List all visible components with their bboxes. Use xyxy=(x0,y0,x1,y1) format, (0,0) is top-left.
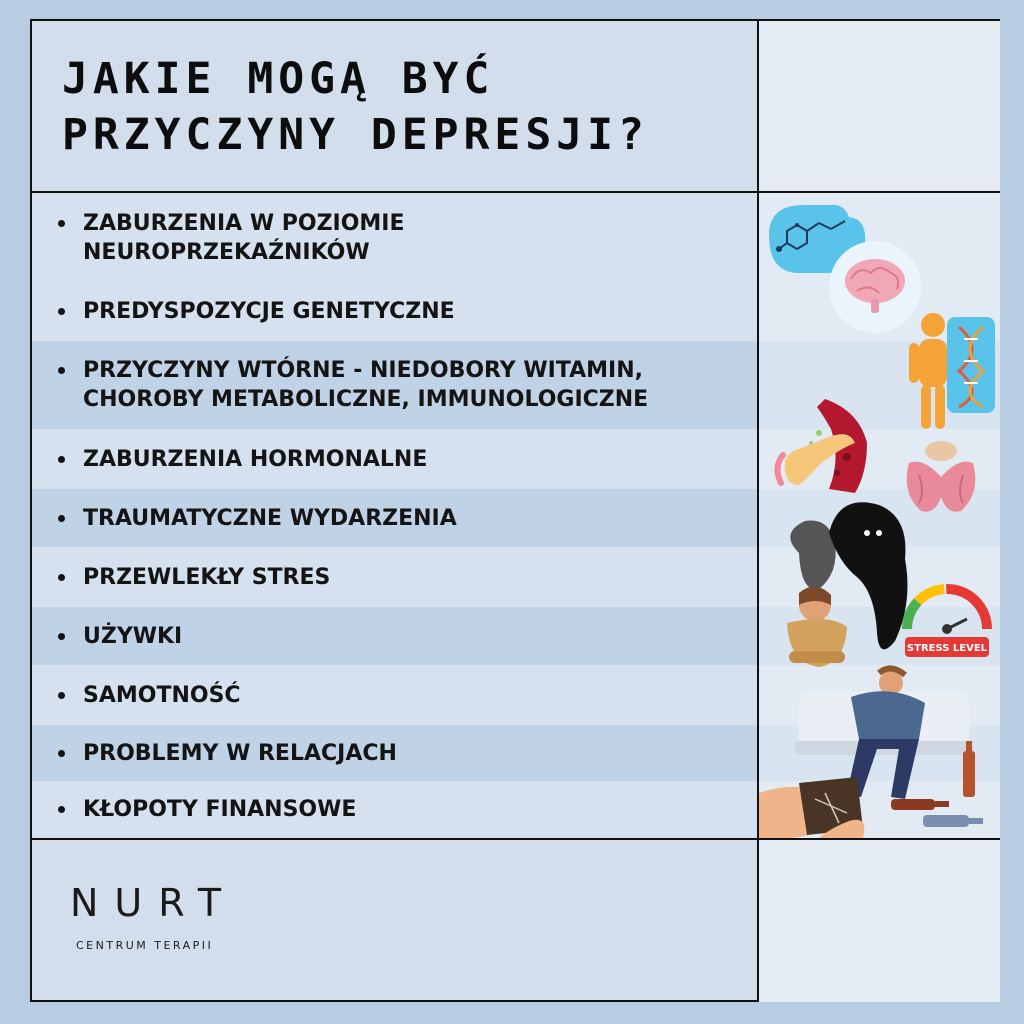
cause-label: ZABURZENIA W POZIOMIE NEUROPRZEKAŹNIKÓW xyxy=(83,211,405,265)
bullet-icon xyxy=(58,456,65,463)
title-line-1: JAKIE MOGĄ BYĆ xyxy=(62,54,495,104)
cause-label: TRAUMATYCZNE WYDARZENIA xyxy=(83,505,457,531)
brand-subtitle: CENTRUM TERAPII xyxy=(76,939,214,952)
cause-label: UŻYWKI xyxy=(83,623,183,649)
top-right-cell xyxy=(759,21,1000,192)
title-line-2: PRZYCZYNY DEPRESJI? xyxy=(62,110,649,160)
stress-gauge-icon xyxy=(905,589,989,657)
cause-label: PROBLEMY W RELACJACH xyxy=(83,740,397,766)
brain-icon xyxy=(829,241,921,333)
bullet-icon xyxy=(58,308,65,315)
cause-label: PRZYCZYNY WTÓRNE - NIEDOBORY WITAMIN, CHOROBY METABOLICZNE, IMMUNOLOGICZNE xyxy=(83,358,649,412)
page-title xyxy=(62,51,742,163)
divider-top xyxy=(32,191,1000,193)
thyroid-icon xyxy=(907,441,976,512)
sad-person-icon xyxy=(787,586,847,667)
illustrations-svg xyxy=(759,193,1000,838)
slumped-man-icon xyxy=(795,668,973,799)
bullet-icon xyxy=(58,633,65,640)
illustrations-column xyxy=(759,193,1000,838)
cause-label: PRZEWLEKŁY STRES xyxy=(83,564,331,590)
cause-label: KŁOPOTY FINANSOWE xyxy=(83,797,357,822)
brand-name: NURT xyxy=(70,881,238,925)
empty-wallet-icon xyxy=(759,777,864,838)
brand-logo xyxy=(70,881,237,952)
bullet-icon xyxy=(58,220,65,227)
divider-vertical xyxy=(757,21,759,1002)
dna-icon xyxy=(947,317,995,413)
bottom-right-cell xyxy=(759,840,1000,1002)
stress-gauge-label: STRESS LEVEL xyxy=(906,643,988,654)
bullet-icon xyxy=(58,750,65,757)
bullet-icon xyxy=(58,806,65,813)
bullet-icon xyxy=(58,574,65,581)
bullet-icon xyxy=(58,367,65,374)
bullet-icon xyxy=(58,515,65,522)
cause-label: PREDYSPOZYCJE GENETYCZNE xyxy=(83,298,455,324)
divider-bottom xyxy=(32,838,1000,840)
bullet-icon xyxy=(58,692,65,699)
cause-label: ZABURZENIA HORMONALNE xyxy=(83,446,428,472)
cause-label: SAMOTNOŚĆ xyxy=(83,682,241,708)
poster-frame xyxy=(30,19,1000,1002)
